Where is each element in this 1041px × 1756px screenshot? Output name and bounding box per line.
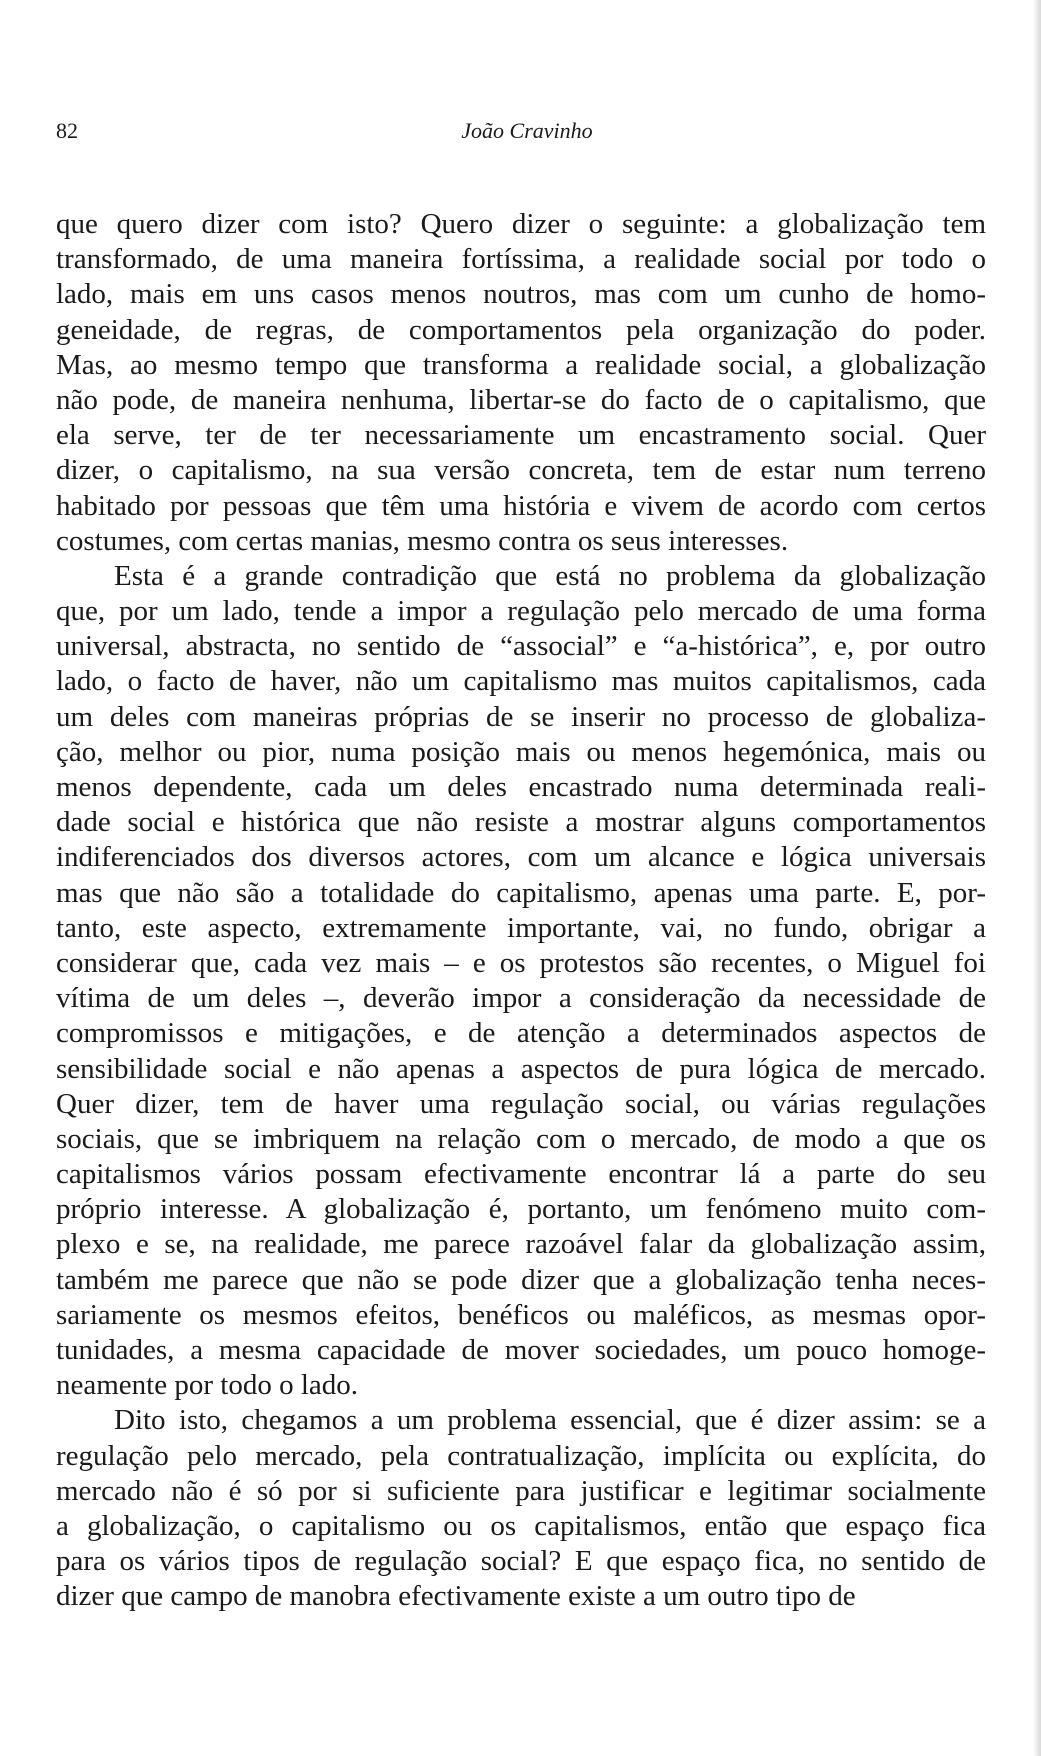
text-line: universal, abstracta, no sentido de “associal” e “a-histórica”, e, por outro [56, 630, 986, 663]
text-line: geneidade, de regras, de comportamentos pela organização do poder. [56, 313, 986, 346]
text-line: a globalização, o capitalismo ou os capitalismos, então que espaço fica [56, 1509, 986, 1542]
text-line: lado, o facto de haver, não um capitalismo mas muitos capitalismos, cada [56, 665, 986, 698]
paragraph [56, 207, 986, 559]
text-line: lado, mais em uns casos menos noutros, mas com um cunho de homo- [56, 278, 986, 311]
text-line: para os vários tipos de regulação social? E que espaço fica, no sentido de [56, 1545, 986, 1578]
text-line: considerar que, cada vez mais – e os protestos são recentes, o Miguel foi [56, 946, 986, 979]
text-line: compromissos e mitigações, e de atenção a determinados aspectos de [56, 1017, 986, 1050]
running-title: João Cravinho [461, 118, 593, 143]
text-line: um deles com maneiras próprias de se inserir no processo de globaliza- [56, 700, 986, 733]
text-line: que, por um lado, tende a impor a regulação pelo mercado de uma forma [56, 595, 986, 628]
text-line: dizer que campo de manobra efectivamente existe a um outro tipo de [56, 1580, 856, 1613]
text-line: costumes, com certas manias, mesmo contra os seus interesses. [56, 524, 789, 557]
text-line: não pode, de maneira nenhuma, libertar-se do facto de o capitalismo, que [56, 383, 986, 416]
text-line: sariamente os mesmos efeitos, benéficos ou maléficos, as mesmas opor- [56, 1298, 986, 1331]
text-line: neamente por todo o lado. [56, 1369, 358, 1402]
text-line: ção, melhor ou pior, numa posição mais ou menos hegemónica, mais ou [56, 735, 986, 768]
text-line: dizer, o capitalismo, na sua versão concreta, tem de estar num terreno [56, 454, 986, 487]
text-line: vítima de um deles –, deverão impor a consideração da necessidade de [56, 982, 986, 1015]
text-line: tunidades, a mesma capacidade de mover sociedades, um pouco homoge- [56, 1334, 986, 1366]
text-line: transformado, de uma maneira fortíssima, a realidade social por todo o [56, 243, 986, 276]
text-line: menos dependente, cada um deles encastrado numa determinada reali- [56, 771, 986, 803]
text-line: também me parece que não se pode dizer que a globalização tenha neces- [56, 1263, 986, 1296]
text-line: Esta é a grande contradição que está no problema da globalização [114, 559, 986, 592]
page-number: 82 [56, 118, 78, 143]
text-line: Quer dizer, tem de haver uma regulação social, ou várias regulações [56, 1087, 986, 1120]
paragraph [56, 1403, 986, 1614]
text-line: mas que não são a totalidade do capitalismo, apenas uma parte. E, por- [56, 876, 986, 909]
text-line: que quero dizer com isto? Quero dizer o seguinte: a globalização tem [56, 208, 986, 240]
text-line: habitado por pessoas que têm uma história e vivem de acordo com certos [56, 489, 986, 522]
text-line: mercado não é só por si suficiente para justificar e legitimar socialmente [56, 1474, 986, 1507]
running-head [56, 118, 986, 148]
text-line: dade social e histórica que não resiste a mostrar alguns comportamentos [56, 806, 986, 839]
paragraph [56, 559, 986, 1404]
body-text [56, 207, 986, 1615]
scan-edge-shadow [1033, 0, 1041, 1756]
text-line: indiferenciados dos diversos actores, com um alcance e lógica universais [56, 841, 986, 874]
text-line: sociais, que se imbriquem na relação com o mercado, de modo a que os [56, 1122, 986, 1155]
text-line: plexo e se, na realidade, me parece razoável falar da globalização assim, [56, 1228, 986, 1261]
text-line: tanto, este aspecto, extremamente importante, vai, no fundo, obrigar a [56, 911, 986, 944]
text-line: regulação pelo mercado, pela contratualização, implícita ou explícita, do [56, 1439, 986, 1472]
text-line: ela serve, ter de ter necessariamente um encastramento social. Quer [56, 419, 986, 452]
text-line: Dito isto, chegamos a um problema essencial, que é dizer assim: se a [114, 1404, 986, 1437]
text-line: capitalismos vários possam efectivamente encontrar lá a parte do seu [56, 1158, 986, 1191]
text-line: Mas, ao mesmo tempo que transforma a realidade social, a globalização [56, 348, 986, 381]
text-line: próprio interesse. A globalização é, portanto, um fenómeno muito com- [56, 1193, 986, 1226]
text-line: sensibilidade social e não apenas a aspectos de pura lógica de mercado. [56, 1052, 986, 1085]
